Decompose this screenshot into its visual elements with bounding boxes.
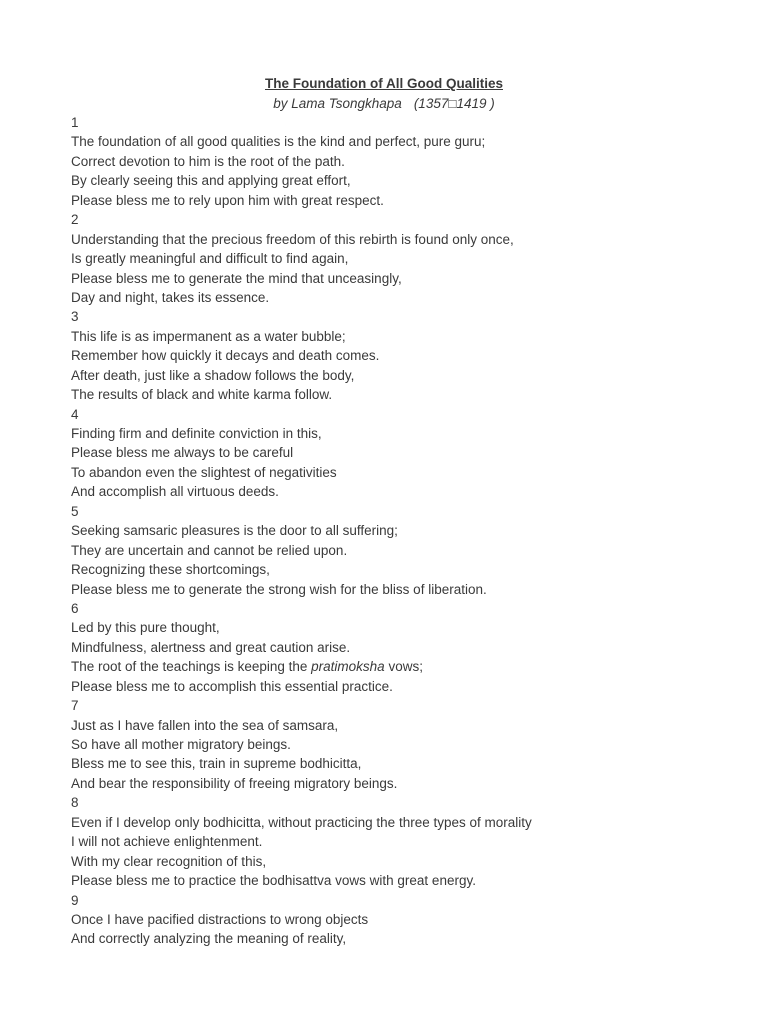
verse-line: Even if I develop only bodhicitta, without practicing the three types of morality	[71, 814, 532, 830]
verse-list	[71, 113, 731, 949]
verse-line: So have all mother migratory beings.	[71, 737, 291, 752]
verse-line: Led by this pure thought,	[71, 620, 220, 636]
verse-line: They are uncertain and cannot be relied upon.	[71, 542, 348, 558]
verse-line: And correctly analyzing the meaning of reality,	[71, 931, 347, 947]
verse-line: Please bless me to rely upon him with great respect.	[71, 192, 384, 208]
verse-line	[71, 657, 731, 676]
author-dates: (1357□1419 )	[413, 96, 495, 111]
verse-line: Correct devotion to him is the root of the path.	[71, 153, 345, 169]
verse-line: Understanding that the precious freedom of this rebirth is found only once,	[71, 231, 514, 247]
verse-number: 2	[71, 212, 79, 228]
verse-line: After death, just like a shadow follows the body,	[71, 367, 355, 383]
verse-line: Day and night, takes its essence.	[71, 289, 270, 305]
verse-line: By clearly seeing this and applying great effort,	[71, 173, 351, 189]
verse-line: With my clear recognition of this,	[71, 853, 267, 869]
verse-line: Is greatly meaningful and difficult to find again,	[71, 251, 349, 267]
verse-line: Please bless me to accomplish this essential practice.	[71, 678, 393, 694]
verse-number: 4	[71, 406, 79, 422]
verse-line-text: vows;	[384, 659, 423, 675]
verse-line-text: The root of the teachings is keeping the	[71, 659, 312, 675]
page-title: The Foundation of All Good Qualities	[265, 76, 503, 91]
author-byline	[0, 94, 768, 113]
verse-number: 3	[71, 309, 79, 325]
verse-line: Once I have pacified distractions to wrong objects	[71, 911, 369, 927]
verse-line: And bear the responsibility of freeing migratory beings.	[71, 775, 398, 791]
author-name: by Lama Tsongkhapa	[273, 96, 402, 111]
verse-line: And accomplish all virtuous deeds.	[71, 484, 279, 500]
verse-number: 7	[71, 698, 79, 714]
verse-line: The foundation of all good qualities is the kind and perfect, pure guru;	[71, 134, 486, 150]
verse-line: Please bless me to generate the strong wish for the bliss of liberation.	[71, 581, 487, 597]
verse-number: 5	[71, 503, 79, 519]
verse-line: Mindfulness, alertness and great caution arise.	[71, 639, 351, 655]
verse-number: 6	[71, 600, 79, 616]
verse-number: 1	[71, 115, 79, 130]
verse-line: Finding firm and definite conviction in this,	[71, 426, 322, 441]
verse-line: Recognizing these shortcomings,	[71, 562, 270, 578]
verse-line: I will not achieve enlightenment.	[71, 834, 263, 850]
verse-line: Please bless me to generate the mind that unceasingly,	[71, 270, 402, 286]
verse-number: 9	[71, 892, 79, 908]
verse-number: 8	[71, 795, 79, 811]
verse-line: Seeking samsaric pleasures is the door to all suffering;	[71, 523, 398, 539]
verse-line: This life is as impermanent as a water bubble;	[71, 328, 346, 344]
verse-line-italic-term: pratimoksha	[311, 659, 385, 675]
verse-line: Please bless me always to be careful	[71, 445, 294, 461]
verse-line: Remember how quickly it decays and death comes.	[71, 348, 380, 364]
verse-line: Please bless me to practice the bodhisattva vows with great energy.	[71, 873, 476, 889]
verse-line: To abandon even the slightest of negativities	[71, 464, 337, 480]
verse-line: Bless me to see this, train in supreme bodhicitta,	[71, 756, 362, 772]
verse-line: Just as I have fallen into the sea of samsara,	[71, 717, 339, 733]
verse-line: The results of black and white karma follow.	[71, 387, 333, 403]
